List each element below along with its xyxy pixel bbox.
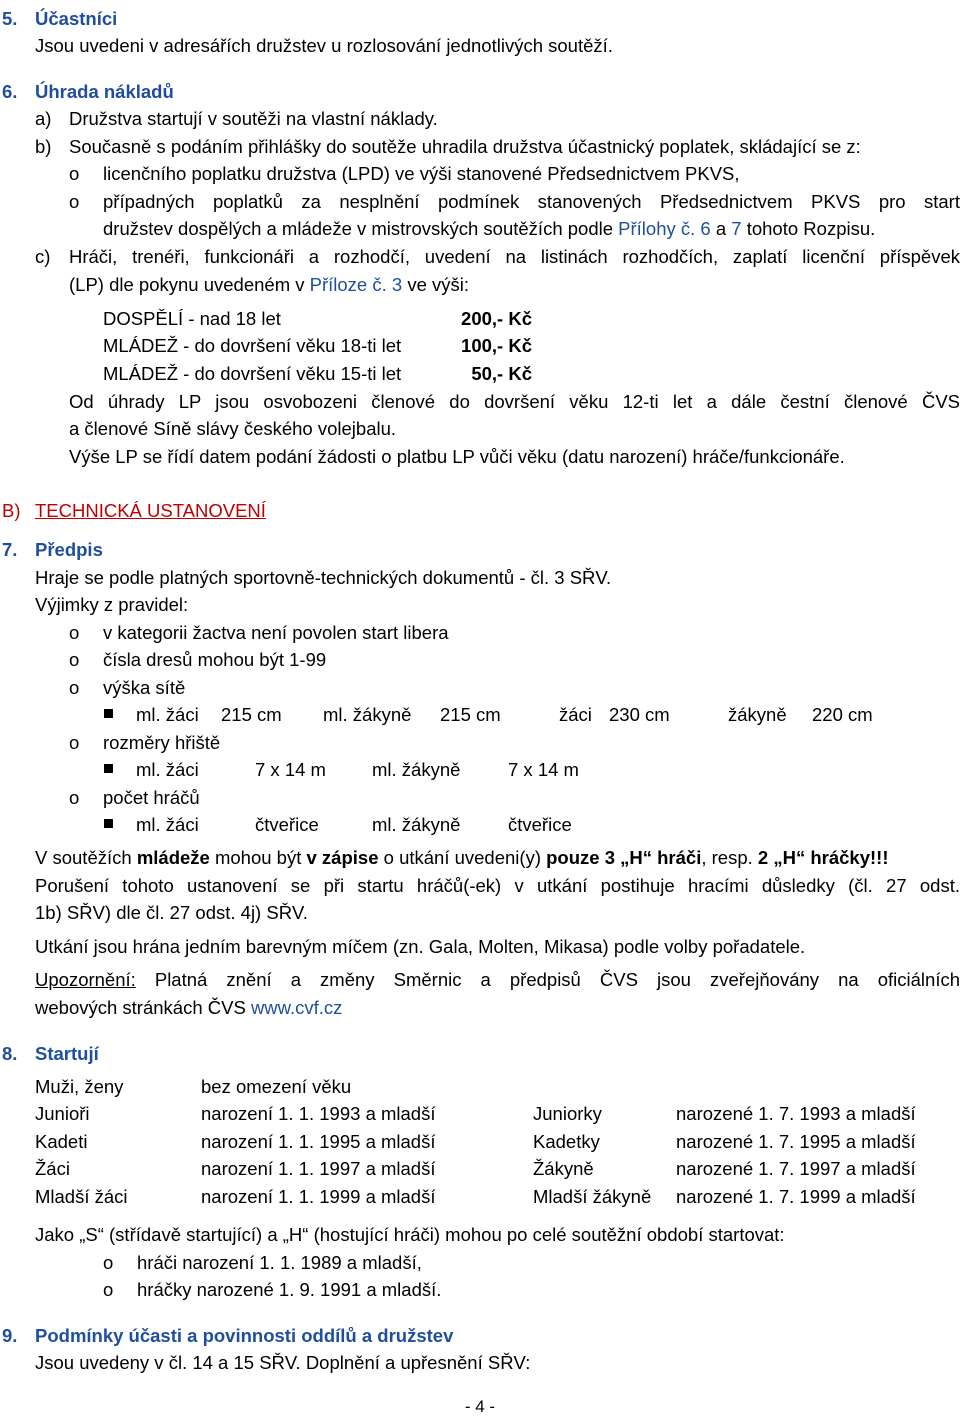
age-category: Juniorky xyxy=(533,1103,602,1124)
sh-line: Jako „S“ (střídavě startující) a „H“ (hostující hráči) mohou po celé soutěžní období startovat: xyxy=(35,1224,785,1245)
clause-b-text: Současně s podáním přihlášky do soutěže uhradila družstva účastnický poplatek, skládající se z: xyxy=(69,136,861,157)
clause-b-item-2-line-1: případných poplatků za nesplnění podmínek stanovených Předsednictvem PKVS pro start xyxy=(103,191,960,212)
exemption-line-1: Od úhrady LP jsou osvobozeni členové do dovršení věku 12-ti let a dále čestní členové ČVS xyxy=(69,391,960,412)
annex-6-link[interactable]: 6 xyxy=(700,218,711,239)
age-rule: narozené 1. 7. 1995 a mladší xyxy=(676,1131,916,1152)
list-bullet: o xyxy=(69,191,80,212)
court-size: 7 x 14 m xyxy=(255,759,326,780)
section-9-text: Jsou uvedeny v čl. 14 a 15 SŘV. Doplnění a upřesnění SŘV: xyxy=(35,1352,531,1373)
net-height: 220 cm xyxy=(812,704,873,725)
age-rule: narození 1. 1. 1995 a mladší xyxy=(201,1131,436,1152)
annex-link[interactable]: Přílohy č. xyxy=(618,218,696,239)
square-bullet-icon xyxy=(104,709,113,718)
age-rule: narození 1. 1. 1997 a mladší xyxy=(201,1158,436,1179)
age-rule: narozené 1. 7. 1997 a mladší xyxy=(676,1158,916,1179)
fee-label: DOSPĚLÍ - nad 18 let xyxy=(103,308,281,329)
fee-rule-line: Výše LP se řídí datem podání žádosti o platbu LP vůči věku (datu narození) hráče/funkcionáře. xyxy=(69,446,845,467)
section-number: 8. xyxy=(2,1043,18,1064)
section-number: 7. xyxy=(2,539,18,560)
net-height: 215 cm xyxy=(440,704,501,725)
age-rule: narození 1. 1. 1999 a mladší xyxy=(201,1186,436,1207)
players-category: ml. žákyně xyxy=(372,814,461,835)
age-category: Žákyně xyxy=(533,1158,594,1179)
list-bullet: o xyxy=(69,649,80,670)
clause-b-item-1: licenčního poplatku družstva (LPD) ve výši stanovené Předsednictvem PKVS, xyxy=(103,163,740,184)
section-title: Předpis xyxy=(35,539,103,560)
clause-a-label: a) xyxy=(35,108,52,129)
fee-label: MLÁDEŽ - do dovršení věku 15-ti let xyxy=(103,363,402,384)
cvf-website-link[interactable]: www.cvf.cz xyxy=(250,997,343,1018)
list-bullet: o xyxy=(103,1279,114,1300)
age-category: Žáci xyxy=(35,1158,70,1179)
notice-label: Upozornění: xyxy=(35,969,136,990)
youth-rule-line: V soutěžích mládeže mohou být v zápise o utkání uvedeni(y) pouze 3 „H“ hráči, resp. 2 „H“ hráčky!!! xyxy=(35,847,889,868)
age-category: Muži, ženy xyxy=(35,1076,124,1097)
section-5-heading xyxy=(2,5,118,32)
annex-link[interactable]: Příloze č. xyxy=(309,274,387,295)
list-bullet: o xyxy=(69,732,80,753)
net-height: 215 cm xyxy=(221,704,282,725)
players-count: čtveřice xyxy=(255,814,319,835)
list-bullet: o xyxy=(103,1252,114,1273)
clause-c-line-1: Hráči, trenéři, funkcionáři a rozhodčí, uvedení na listinách rozhodčích, zaplatí licenční příspěvek xyxy=(69,246,960,267)
exception-item: rozměry hřiště xyxy=(103,732,221,753)
exceptions-heading: Výjimky z pravidel: xyxy=(35,594,189,615)
section-letter: B) xyxy=(2,500,21,521)
section-number: 5. xyxy=(2,8,18,29)
age-rule: narozené 1. 7. 1993 a mladší xyxy=(676,1103,916,1124)
fee-amount: 100,- Kč xyxy=(461,335,532,356)
age-rule: bez omezení věku xyxy=(201,1076,352,1097)
notice-line-1: Upozornění: Platná znění a změny Směrnic a předpisů ČVS jsou zveřejňovány na oficiálních xyxy=(35,969,960,990)
exception-item: v kategorii žactva není povolen start libera xyxy=(103,622,449,643)
exemption-line-2: a členové Síně slávy českého volejbalu. xyxy=(69,418,397,439)
section-8-heading xyxy=(2,1040,99,1067)
section-5-text: Jsou uvedeni v adresářích družstev u rozlosování jednotlivých soutěží. xyxy=(35,35,613,56)
list-bullet: o xyxy=(69,787,80,808)
list-bullet: o xyxy=(69,163,80,184)
section-number: 6. xyxy=(2,81,18,102)
section-title: Úhrada nákladů xyxy=(35,81,174,102)
section-9-heading xyxy=(2,1322,454,1349)
exception-item: čísla dresů mohou být 1-99 xyxy=(103,649,327,670)
square-bullet-icon xyxy=(104,819,113,828)
annex-7-link[interactable]: 7 xyxy=(731,218,742,239)
players-category: ml. žáci xyxy=(136,814,199,835)
clause-b-item-2-line-2: družstev dospělých a mládeže v mistrovských soutěžích podle Přílohy č. 6 a 7 tohoto Rozpisu. xyxy=(103,218,876,239)
fee-amount: 200,- Kč xyxy=(461,308,532,329)
annex-3-link[interactable]: 3 xyxy=(391,274,403,295)
clause-a-text: Družstva startují v soutěži na vlastní náklady. xyxy=(69,108,438,129)
net-height: 230 cm xyxy=(609,704,670,725)
clause-b-label: b) xyxy=(35,136,52,157)
clause-c-line-2: (LP) dle pokynu uvedeném v Příloze č. 3 ve výši: xyxy=(69,274,470,295)
net-category: ml. žákyně xyxy=(323,704,412,725)
ball-line: Utkání jsou hrána jedním barevným míčem (zn. Gala, Molten, Mikasa) podle volby pořadatele. xyxy=(35,936,806,957)
section-title: Účastníci xyxy=(35,8,118,29)
section-7-heading xyxy=(2,536,103,563)
square-bullet-icon xyxy=(104,764,113,773)
clause-c-label: c) xyxy=(35,246,51,267)
age-rule: narozené 1. 7. 1999 a mladší xyxy=(676,1186,916,1207)
court-size: 7 x 14 m xyxy=(508,759,579,780)
court-category: ml. žáci xyxy=(136,759,199,780)
net-category: žáci xyxy=(559,704,592,725)
list-bullet: o xyxy=(69,622,80,643)
section-b-heading xyxy=(2,497,266,524)
breach-line-1: Porušení tohoto ustanovení se při startu hráčů(-ek) v utkání postihuje hracími důsledky (čl. 27 odst. xyxy=(35,875,960,896)
section-title: Startují xyxy=(35,1043,99,1064)
fee-amount: 50,- Kč xyxy=(471,363,532,384)
exception-item: počet hráčů xyxy=(103,787,200,808)
age-category: Kadetky xyxy=(533,1131,600,1152)
net-category: žákyně xyxy=(728,704,787,725)
court-category: ml. žákyně xyxy=(372,759,461,780)
section-number: 9. xyxy=(2,1325,18,1346)
section-title: TECHNICKÁ USTANOVENÍ xyxy=(35,500,266,521)
players-count: čtveřice xyxy=(508,814,572,835)
list-bullet: o xyxy=(69,677,80,698)
age-category: Mladší žáci xyxy=(35,1186,128,1207)
section-title: Podmínky účasti a povinnosti oddílů a družstev xyxy=(35,1325,454,1346)
sh-item: hráči narození 1. 1. 1989 a mladší, xyxy=(137,1252,422,1273)
sh-item: hráčky narozené 1. 9. 1991 a mladší. xyxy=(137,1279,442,1300)
age-category: Kadeti xyxy=(35,1131,88,1152)
rules-line: Hraje se podle platných sportovně-technických dokumentů - čl. 3 SŘV. xyxy=(35,567,612,588)
age-category: Junioři xyxy=(35,1103,90,1124)
breach-line-2: 1b) SŘV) dle čl. 27 odst. 4j) SŘV. xyxy=(35,902,308,923)
age-category: Mladší žákyně xyxy=(533,1186,652,1207)
age-rule: narození 1. 1. 1993 a mladší xyxy=(201,1103,436,1124)
exception-item: výška sítě xyxy=(103,677,186,698)
net-category: ml. žáci xyxy=(136,704,199,725)
fee-label: MLÁDEŽ - do dovršení věku 18-ti let xyxy=(103,335,402,356)
page-number: - 4 - xyxy=(464,1397,496,1416)
notice-line-2: webových stránkách ČVS www.cvf.cz xyxy=(35,997,343,1018)
section-6-heading xyxy=(2,78,174,105)
